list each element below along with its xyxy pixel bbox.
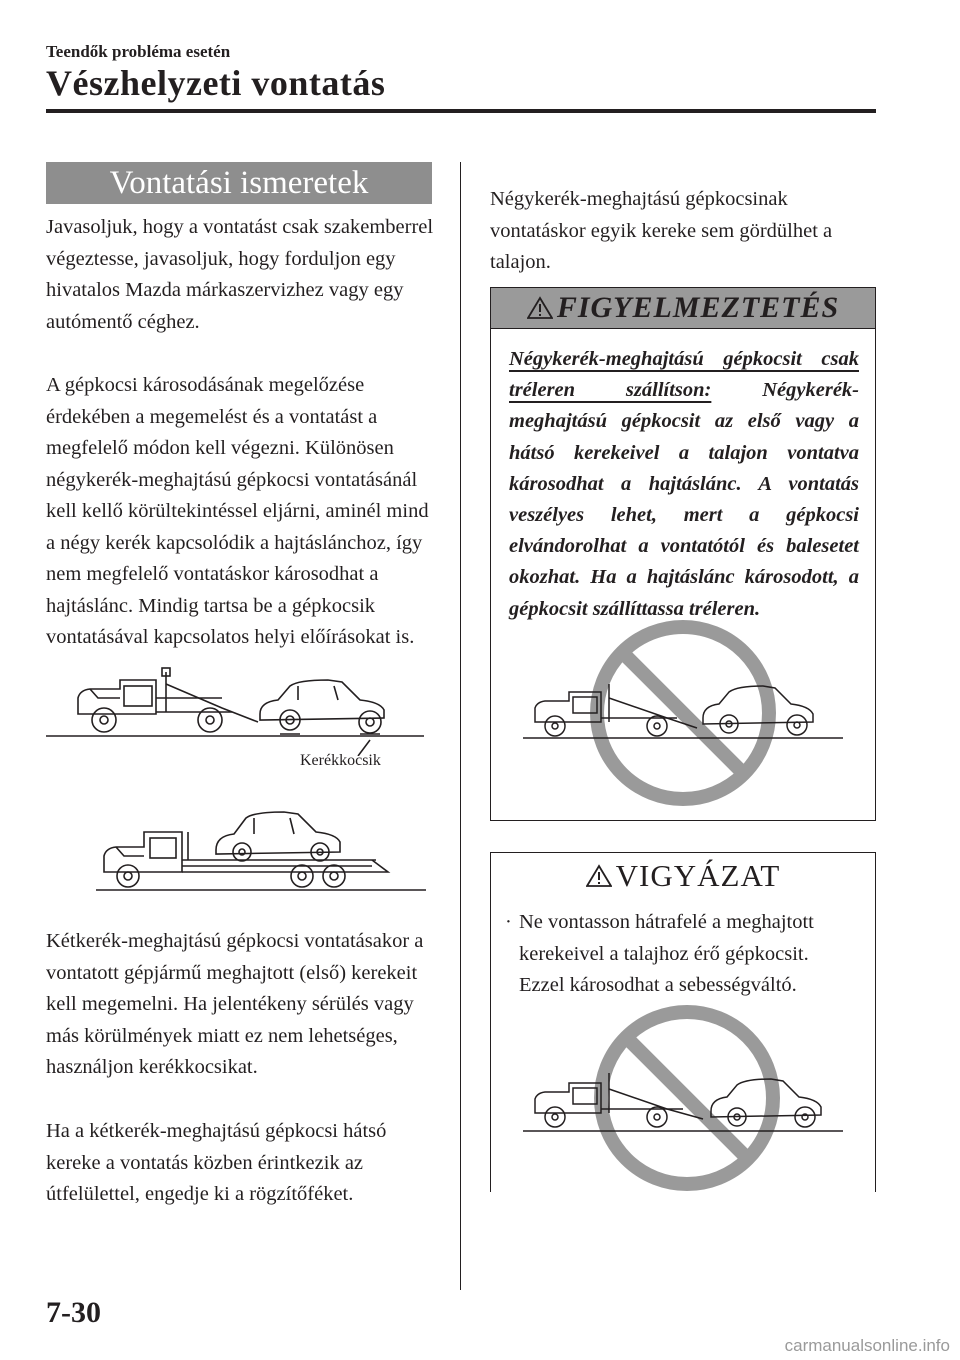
parking-brake-paragraph: Ha a kétkerék-meghajtású gépkocsi hátsó kereke a vontatás közben érintkezik az útfelülettel, engedje ki a rögzítőféket. <box>46 1120 387 1205</box>
four-wheel-drive-paragraph: Négykerék-meghajtású gépkocsinak vontatáskor egyik kereke sem gördülhet a talajon. <box>490 188 833 273</box>
caution-bullet: Ne vontasson hátrafelé a meghajtott kerekeivel a talajhoz érő gépkocsit. Ezzel károsodhat a sebességváltó. <box>519 911 814 996</box>
warning-heading: Négykerék-meghajtású gépkocsit csak tréleren szállítson: <box>509 348 859 402</box>
warning-title: FIGYELMEZTETÉS <box>556 291 840 324</box>
warning-triangle-icon <box>527 296 553 320</box>
caution-triangle-icon <box>586 864 612 888</box>
section-title: Vontatási ismeretek <box>46 162 432 204</box>
page-number: 7-30 <box>46 1296 101 1329</box>
chapter-subtitle: Teendők probléma esetén <box>46 42 231 61</box>
damage-paragraph: A gépkocsi károsodásának megelőzése érdekében a megemelést és a vontatást a megfelelő módon kell végezni. Különösen négykerék-meghajtású gépkocsi vontatásánál kell kellő körültekintéssel eljárni, aminél mind a négy kerék kapcsolódik a hajtáslánchoz, így nem megfelelő vontatáskor károsodhat a hajtáslánc. Mindig tartsa be a gépkocsik vontatásával kapcsolatos helyi előírásokat is. <box>46 374 429 648</box>
warning-box <box>490 287 876 821</box>
intro-paragraph: Javasoljuk, hogy a vontatást csak szakemberrel végeztesse, javasoljuk, hogy forduljon egy hivatalos Mazda márkaszervizhez vagy egy autómentő céghez. <box>46 216 434 333</box>
warning-text <box>509 344 859 625</box>
two-wheel-drive-paragraph: Kétkerék-meghajtású gépkocsi vontatásakor a vontatott gépjármű meghajtott (első) kerekeit kell megemelni. Ha jelentékeny sérülés vagy más körülmények miatt ez nem lehetséges, használjon kerékkocsikat. <box>46 930 424 1078</box>
prohibited-towing-illustration <box>507 618 857 808</box>
warning-header <box>491 288 875 329</box>
caution-box <box>490 852 876 1192</box>
header-rule <box>46 109 876 113</box>
prohibited-reverse-towing-illustration <box>507 1003 857 1193</box>
caution-title: VIGYÁZAT <box>615 858 781 893</box>
page-title: Vészhelyzeti vontatás <box>46 63 386 103</box>
flatbed-truck-illustration <box>96 806 426 892</box>
watermark: carmanualsonline.info <box>784 1336 950 1355</box>
wheel-dolly-label: Kerékkocsik <box>300 752 381 769</box>
warning-body: Négykerék-meghajtású gépkocsit az első vagy a hátsó kerekeivel a talajon vontatva károsodhat a hajtáslánc. A vontatás veszélyes lehet, mert a gépkocsi elvándorolhat a vontatótól és balesetet okozhat. Ha a hajtáslánc károsodott, a gépkocsit szállíttassa tréleren. <box>509 379 859 620</box>
caution-text <box>505 907 859 1002</box>
column-divider <box>460 162 461 1290</box>
bullet-dot: · <box>505 911 512 933</box>
tow-truck-dolly-illustration <box>46 664 432 756</box>
caution-header <box>491 853 875 899</box>
